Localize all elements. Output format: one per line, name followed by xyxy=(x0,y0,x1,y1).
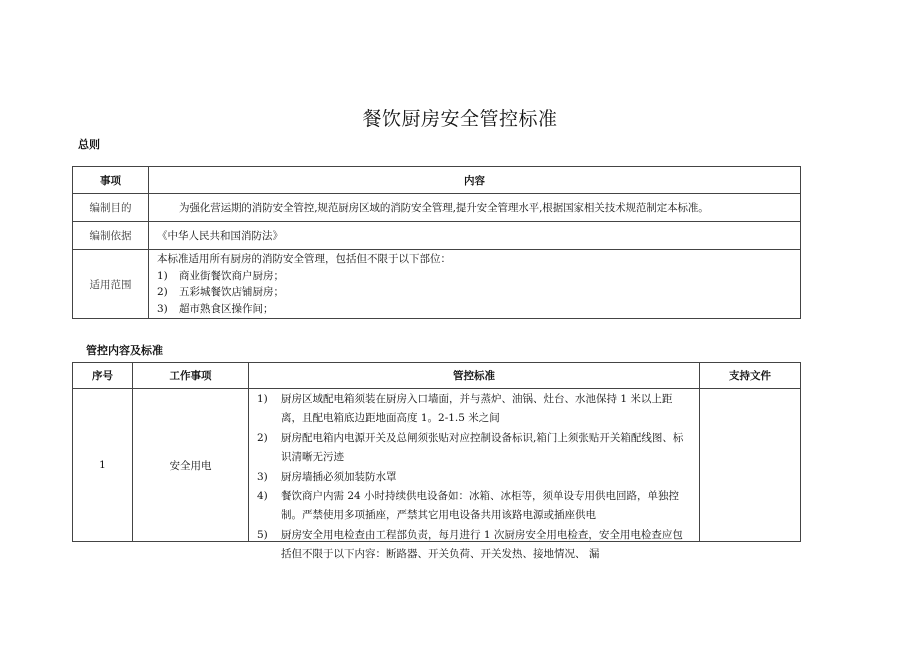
standard-num: 2) xyxy=(257,431,268,444)
table-header-row xyxy=(73,167,801,194)
row-key-scope: 适用范围 xyxy=(73,250,149,319)
scope-intro: 本标准适用所有厨房的消防安全管理，包括但不限于以下部位： xyxy=(157,253,451,265)
control-table xyxy=(72,362,801,561)
standard-text: 厨房安全用电检查由工程部负责，每月进行 1 次厨房安全用电检查，安全用电检查应包括但不限于以下内容：断路器、开关负荷、开关发热、接地情况、 漏 xyxy=(281,528,683,561)
row-value-basis: 《中华人民共和国消防法》 xyxy=(149,222,801,250)
row-seq: 1 xyxy=(73,389,133,542)
row-work-item: 安全用电 xyxy=(133,389,249,542)
standard-text: 厨房墙插必须加装防水罩 xyxy=(281,470,397,483)
row-standards xyxy=(249,389,700,561)
header-content: 内容 xyxy=(149,167,801,194)
scope-item-num: 3) xyxy=(157,302,168,315)
list-item xyxy=(157,284,800,301)
table-header-row xyxy=(73,363,801,389)
purpose-text: 为强化营运期的消防安全管控,规范厨房区域的消防安全管理,提升安全管理水平,根据国家相关技术规范制定本标准。 xyxy=(179,202,709,214)
section-heading-general: 总则 xyxy=(78,138,100,151)
scope-item-num: 2) xyxy=(157,286,168,298)
header-support-docs: 支持文件 xyxy=(700,363,801,389)
standard-num: 1) xyxy=(257,393,268,405)
list-item xyxy=(257,429,693,468)
scope-item-text: 商业街餐饮商户厨房； xyxy=(179,269,284,282)
list-item xyxy=(257,487,693,526)
header-seq: 序号 xyxy=(73,363,133,389)
scope-item-text: 五彩城餐饮店铺厨房； xyxy=(179,286,284,298)
standard-num: 5) xyxy=(257,528,268,541)
row-key-basis: 编制依据 xyxy=(73,222,149,250)
header-work-item: 工作事项 xyxy=(133,363,249,389)
standard-num: 4) xyxy=(257,490,268,503)
row-value-scope xyxy=(149,250,801,319)
scope-item-num: 1) xyxy=(157,269,168,282)
standard-text: 餐饮商户内需 24 小时持续供电设备如：冰箱、冰柜等，须单设专用供电回路，单独控制。严禁使用多项插座，严禁其它用电设备共用该路电源或插座供电 xyxy=(281,490,680,522)
list-item xyxy=(257,468,693,487)
header-standard: 管控标准 xyxy=(249,363,700,389)
list-item xyxy=(257,390,693,429)
list-item xyxy=(157,301,800,318)
table-row xyxy=(73,389,801,542)
row-key-purpose: 编制目的 xyxy=(73,194,149,222)
table-row xyxy=(73,250,801,319)
general-table xyxy=(72,166,801,319)
section-heading-control: 管控内容及标准 xyxy=(86,344,163,357)
table-row xyxy=(73,222,801,250)
list-item xyxy=(257,526,693,565)
page-title: 餐饮厨房安全管控标准 xyxy=(362,108,558,130)
standard-text: 厨房配电箱内电源开关及总闸须张贴对应控制设备标识,箱门上须张贴开关箱配线图、标识清晰无污迹 xyxy=(281,431,684,464)
header-item: 事项 xyxy=(73,167,149,194)
row-value-purpose xyxy=(149,194,801,222)
row-support-docs xyxy=(700,389,801,542)
table-row xyxy=(73,194,801,222)
list-item xyxy=(157,268,800,285)
standard-num: 3) xyxy=(257,470,268,483)
standard-text: 厨房区域配电箱须装在厨房入口墙面，并与蒸炉、油锅、灶台、水池保持 1 米以上距离，且配电箱底边距地面高度 1。2-1.5 米之间 xyxy=(281,393,673,425)
scope-item-text: 超市熟食区操作间； xyxy=(179,302,274,315)
